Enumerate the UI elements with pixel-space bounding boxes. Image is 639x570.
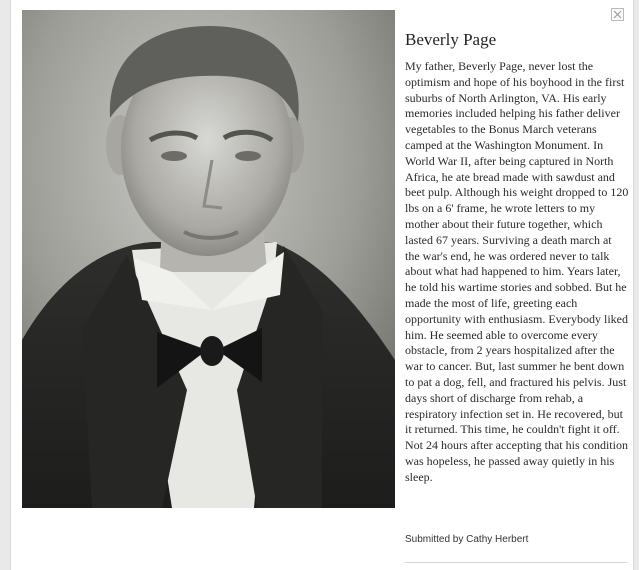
portrait-photo	[22, 10, 395, 508]
submitted-by: Submitted by Cathy Herbert	[405, 534, 529, 545]
divider	[405, 562, 627, 563]
tribute-name: Beverly Page	[405, 30, 497, 49]
close-button[interactable]	[611, 8, 624, 21]
tribute-story: My father, Beverly Page, never lost the optimism and hope of his boyhood in the first suburbs of North Arlington, VA. His early memories included helping his father deliver vegetables to the Bonus March veterans camped at the Washington Monument. In World War II, after being captured in North Africa, he ate bread made with sawdust and beet pulp. Although his weight dropped to 120 lbs on a 6' frame, he wrote letters to my mother about their future together, which lasted 67 years. Surviving a death march at the war's end, he was ordered never to talk about what had happened to him. Years later, he told his wartime stories and sobbed. But he made the most of life, greeting each opportunity with enthusiasm. Everybody liked him. He seemed able to overcome every obstacle, from 2 years hospitalized after the war to cancer. But, last summer he bent down to pat a dog, fell, and fractured his pelvis. Just days short of discharge from rehab, a respiratory infection set in. He recovered, but it returned. This time, he couldn't fight it off. Not 24 hours after accepting that his condition was hopeless, he passed away quietly in his sleep.	[405, 59, 629, 484]
tribute-panel	[10, 0, 634, 570]
close-icon	[612, 9, 623, 20]
